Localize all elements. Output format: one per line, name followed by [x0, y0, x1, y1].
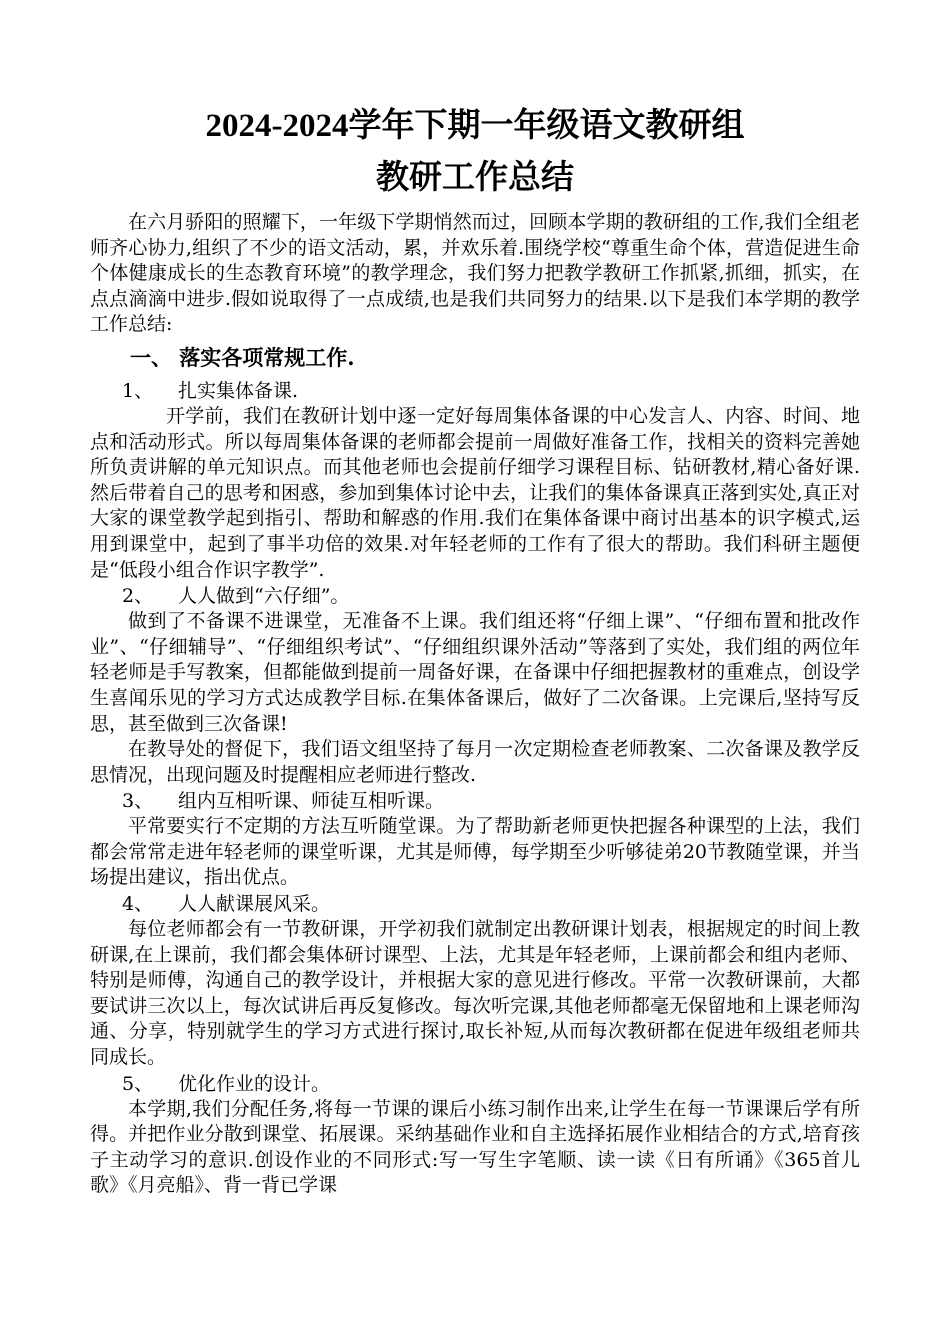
item-paragraph: 本学期,我们分配任务,将每一节课的课后小练习制作出来,让学生在每一节课课后学有所得。并把作业分散到课堂、拓展课。采纳基础作业和自主选择拓展作业相结合的方式,培育孩子主动学习的意识.创设作业的不同形式:写一写生字笔顺、读一读《日有所诵》《365首儿歌》《月亮船》、背一背已学课 [90, 1097, 860, 1197]
item-heading [90, 378, 860, 404]
section-heading: 一、 落实各项常规工作. [130, 344, 355, 370]
item-title: 组内互相听课、师徒互相听课。 [178, 790, 445, 813]
document-page [90, 100, 860, 1199]
item-title: 人人献课展风采。 [178, 893, 331, 916]
item-heading [90, 891, 860, 917]
document-subtitle: 教研工作总结 [376, 160, 574, 196]
item-paragraph: 在教导处的督促下，我们语文组坚持了每月一次定期检查老师教案、二次备课及教学反思情况，出现问题及时提醒相应老师进行整改. [90, 738, 860, 786]
item-title: 优化作业的设计。 [178, 1072, 331, 1095]
item-number: 3、 [122, 790, 154, 813]
item-number: 2、 [122, 585, 154, 608]
item-heading [90, 1071, 860, 1097]
item-heading [90, 583, 860, 609]
item-number: 5、 [122, 1072, 154, 1095]
item-number: 4、 [122, 893, 154, 916]
item-paragraph: 做到了不备课不进课堂，无准备不上课。我们组还将“仔细上课”、“仔细布置和批改作业”、“仔细辅导”、“仔细组织考试”、“仔细组织课外活动”等落到了实处，我们组的两位年轻老师是手写教案，但都能做到提前一周备好课，在备课中仔细把握教材的重难点，创设学生喜闻乐见的学习方式达成教学目标.在集体备课后，做好了二次备课。上完课后,坚持写反思，甚至做到三次备课! [90, 610, 860, 735]
item-paragraph: 开学前，我们在教研计划中逐一定好每周集体备课的中心发言人、内容、时间、地点和活动形式。所以每周集体备课的老师都会提前一周做好准备工作，找相关的资料完善她所负责讲解的单元知识点。而其他老师也会提前仔细学习课程目标、钻研教材,精心备好课.然后带着自己的思考和困惑，参加到集体讨论中去，让我们的集体备课真正落到实处,真正对大家的课堂教学起到指引、帮助和解惑的作用.我们在集体备课中商讨出基本的识字模式,运用到课堂中，起到了事半功倍的效果.对年轻老师的工作有了很大的帮助。我们科研主题便是“低段小组合作识字教学”. [90, 404, 860, 581]
intro-paragraph: 在六月骄阳的照耀下，一年级下学期悄然而过，回顾本学期的教研组的工作,我们全组老师齐心协力,组织了不少的语文活动，累，并欢乐着.围绕学校“尊重生命个体，营造促进生命个体健康成长的生态教育环境”的教学理念，我们努力把教学教研工作抓紧,抓细，抓实，在点点滴滴中进步.假如说取得了一点成绩,也是我们共同努力的结果.以下是我们本学期的教学工作总结: [90, 211, 860, 336]
item-title: 扎实集体备课. [178, 379, 299, 402]
document-title: 2024-2024学年下期一年级语文教研组 [205, 108, 745, 144]
item-paragraph: 每位老师都会有一节教研课，开学初我们就制定出教研课计划表，根据规定的时间上教研课,在上课前，我们都会集体研讨课型、上法，尤其是年轻老师，上课前都会和组内老师、特别是师傅，沟通自己的教学设计，并根据大家的意见进行修改。平常一次教研课前，大都要试讲三次以上，每次试讲后再反复修改。每次听完课,其他老师都毫无保留地和上课老师沟通、分享，特别就学生的学习方式进行探讨,取长补短,从而每次教研都在促进年级组老师共同成长。 [90, 918, 860, 1069]
item-paragraph: 平常要实行不定期的方法互听随堂课。为了帮助新老师更快把握各种课型的上法，我们都会常常走进年轻老师的课堂听课，尤其是师傅，每学期至少听够徒弟20节教随堂课，并当场提出建议，指出优点。 [90, 815, 860, 889]
item-number: 1、 [122, 379, 154, 402]
item-heading [90, 788, 860, 814]
item-title: 人人做到“六仔细”。 [178, 585, 350, 608]
